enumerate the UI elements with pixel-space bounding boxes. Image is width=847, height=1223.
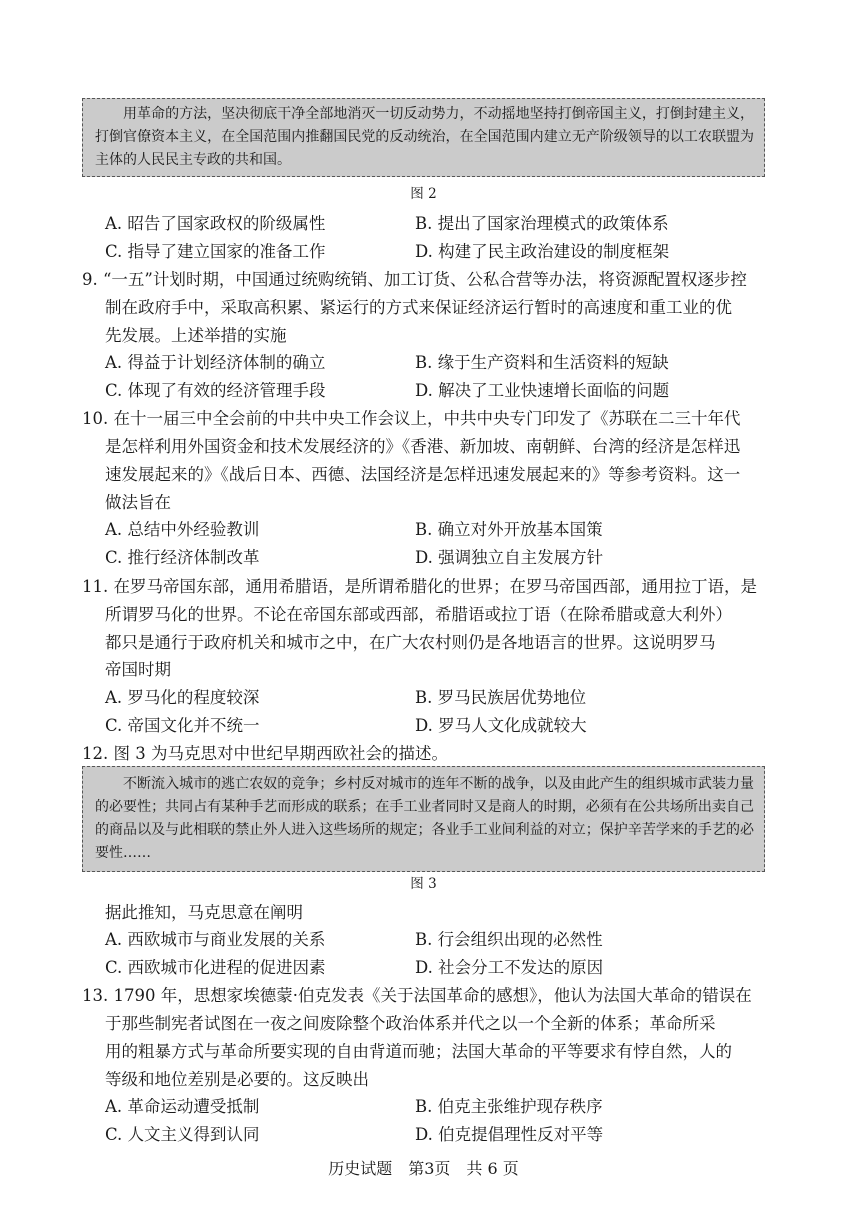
q9-stem-line-2: 制在政府手中，采取高积累、紧运行的方式来保证经济运行暂时的高速度和重工业的优	[105, 298, 732, 317]
q11-stem-line-4: 帝国时期	[105, 660, 171, 679]
q8-option-d[interactable]: D. 构建了民主政治建设的制度框架	[415, 242, 670, 261]
q13-option-d[interactable]: D. 伯克提倡理性反对平等	[415, 1125, 604, 1144]
q11-stem-line-2: 所谓罗马化的世界。不论在帝国东部或西部，希腊语或拉丁语（在除希腊或意大利外）	[105, 605, 732, 624]
q12-option-c[interactable]: C. 西欧城市化进程的促进因素	[105, 958, 326, 977]
q13-stem-line-4: 等级和地位差别是必要的。这反映出	[105, 1070, 369, 1089]
q11-option-b[interactable]: B. 罗马民族居优势地位	[415, 688, 587, 707]
figure-2-quote-box	[82, 98, 765, 177]
figure-3-quote-box	[82, 766, 765, 872]
q8-option-c[interactable]: C. 指导了建立国家的准备工作	[105, 242, 326, 261]
q13-option-c[interactable]: C. 人文主义得到认同	[105, 1125, 260, 1144]
q9-option-d[interactable]: D. 解决了工业快速增长面临的问题	[415, 381, 670, 400]
q9-option-a[interactable]: A. 得益于计划经济体制的确立	[105, 353, 326, 372]
q9-stem-line-3: 先发展。上述举措的实施	[105, 326, 287, 345]
q12-stem: 12. 图 3 为马克思对中世纪早期西欧社会的描述。	[82, 744, 448, 763]
q9-option-c[interactable]: C. 体现了有效的经济管理手段	[105, 381, 326, 400]
q11-option-c[interactable]: C. 帝国文化并不统一	[105, 716, 260, 735]
q11-stem-line-1: 11. 在罗马帝国东部，通用希腊语，是所谓希腊化的世界；在罗马帝国西部，通用拉丁语，是	[82, 577, 757, 596]
figure-3-caption: 图 3	[410, 876, 437, 892]
q10-option-b[interactable]: B. 确立对外开放基本国策	[415, 520, 603, 539]
q10-stem-line-1: 10. 在十一届三中全会前的中共中央工作会议上，中共中央专门印发了《苏联在二三十年代	[82, 409, 741, 428]
figure-2-caption: 图 2	[410, 186, 437, 202]
q12-option-a[interactable]: A. 西欧城市与商业发展的关系	[105, 930, 326, 949]
q9-option-b[interactable]: B. 缘于生产资料和生活资料的短缺	[415, 353, 669, 372]
q10-option-d[interactable]: D. 强调独立自主发展方针	[415, 548, 604, 567]
q13-option-b[interactable]: B. 伯克主张维护现存秩序	[415, 1097, 603, 1116]
q13-stem-line-2: 于那些制宪者试图在一夜之间废除整个政治体系并代之以一个全新的体系；革命所采	[105, 1014, 716, 1033]
figure-3-text: 不断流入城市的逃亡农奴的竞争；乡村反对城市的连年不断的战争，以及由此产生的组织城市武装力量的必要性；共同占有某种手艺而形成的联系；在手工业者同时又是商人的时期，必须有在公共场所出卖自己的商品以及与此相联的禁止外人进入这些场所的规定；各业手工业间利益的对立；保护辛苦学来的手艺的必要性……	[95, 776, 754, 861]
q10-stem-line-3: 速发展起来的》《战后日本、西德、法国经济是怎样迅速发展起来的》等参考资料。这一	[105, 465, 741, 484]
q12-option-b[interactable]: B. 行会组织出现的必然性	[415, 930, 603, 949]
q11-option-d[interactable]: D. 罗马人文化成就较大	[415, 716, 587, 735]
figure-2-text: 用革命的方法，坚决彻底干净全部地消灭一切反动势力，不动摇地坚持打倒帝国主义，打倒封建主义，打倒官僚资本主义，在全国范围内推翻国民党的反动统治，在全国范围内建立无产阶级领导的以工农联盟为主体的人民民主专政的共和国。	[95, 106, 754, 168]
q9-stem-line-1: 9. “一五”计划时期，中国通过统购统销、加工订货、公私合营等办法，将资源配置权逐步控	[82, 270, 747, 289]
page-footer: 历史试题 第3页 共 6 页	[328, 1159, 519, 1178]
q8-option-a[interactable]: A. 昭告了国家政权的阶级属性	[105, 214, 326, 233]
q11-stem-line-3: 都只是通行于政府机关和城市之中，在广大农村则仍是各地语言的世界。这说明罗马	[105, 633, 716, 652]
q10-option-c[interactable]: C. 推行经济体制改革	[105, 548, 260, 567]
q12-option-d[interactable]: D. 社会分工不发达的原因	[415, 958, 604, 977]
q12-question: 据此推知，马克思意在阐明	[105, 903, 303, 922]
q13-option-a[interactable]: A. 革命运动遭受抵制	[105, 1097, 260, 1116]
q10-stem-line-4: 做法旨在	[105, 493, 171, 512]
q13-stem-line-3: 用的粗暴方式与革命所要实现的自由背道而驰；法国大革命的平等要求有悖自然，人的	[105, 1042, 732, 1061]
q10-option-a[interactable]: A. 总结中外经验教训	[105, 520, 260, 539]
q8-option-b[interactable]: B. 提出了国家治理模式的政策体系	[415, 214, 669, 233]
q10-stem-line-2: 是怎样利用外国资金和技术发展经济的》《香港、新加坡、南朝鲜、台湾的经济是怎样迅	[105, 437, 741, 456]
q13-stem-line-1: 13. 1790 年，思想家埃德蒙·伯克发表《关于法国革命的感想》，他认为法国大革命的错误在	[82, 986, 752, 1005]
q11-option-a[interactable]: A. 罗马化的程度较深	[105, 688, 260, 707]
